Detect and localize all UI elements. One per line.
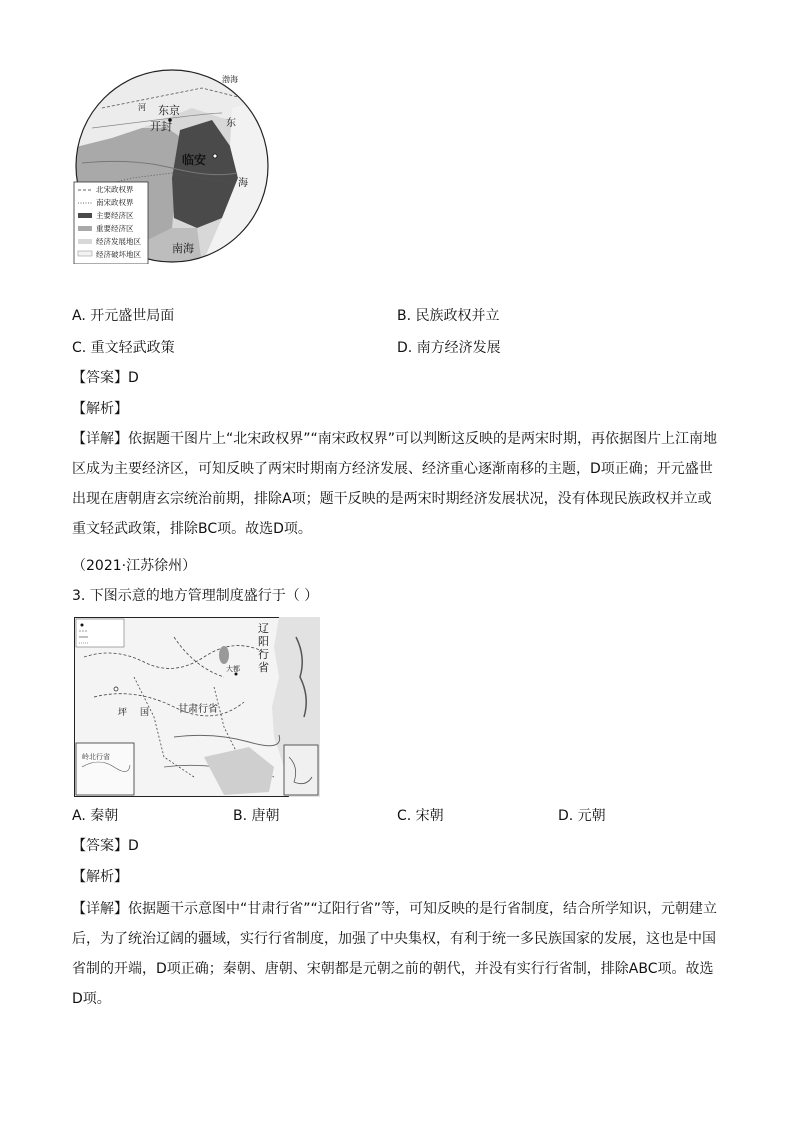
yuan-province-map — [74, 617, 320, 797]
q3-option-b[interactable]: B. 唐朝 — [233, 808, 280, 824]
q3-detail: 【详解】依据题干示意图中“甘肃行省”“辽阳行省”等，可知反映的是行省制度，结合所学知识，元朝建立后，为了统治辽阔的疆域，实行行省制度，加强了中央集权，有利于统一多民族国家的发展，这也是中国省制的开端，D项正确；秦朝、唐朝、宋朝都是元朝之前的朝代，并没有实行行省制，排除ABC项。故选D项。 — [72, 901, 718, 1007]
q2-option-a[interactable]: A. 开元盛世局面 — [72, 308, 175, 324]
q2-option-d[interactable]: D. 南方经济发展 — [397, 340, 501, 356]
map2-legend — [76, 619, 124, 647]
label-bohai: 渤海 — [222, 75, 238, 84]
label-lingbei: 岭北行省 — [82, 753, 110, 761]
label-guo: 国 — [140, 708, 150, 718]
q2-answer: 【答案】D — [72, 370, 139, 386]
q3-question: 3. 下图示意的地方管理制度盛行于（ ） — [72, 588, 319, 604]
liaoyang-vertical-label: 辽阳行省 — [258, 622, 269, 674]
q2-option-b[interactable]: B. 民族政权并立 — [397, 308, 500, 324]
q2-option-c[interactable]: C. 重文轻武政策 — [72, 340, 175, 356]
q2-analysis-label: 【解析】 — [72, 401, 128, 417]
svg-text:重要经济区: 重要经济区 — [96, 224, 134, 233]
svg-text:北宋政权界: 北宋政权界 — [96, 185, 134, 194]
label-nanhai: 南海 — [172, 242, 194, 255]
label-hai: 海 — [238, 178, 248, 189]
q3-option-d[interactable]: D. 元朝 — [558, 808, 606, 824]
map-legend — [74, 182, 148, 264]
q3-source: （2021·江苏徐州） — [72, 558, 197, 574]
label-gansu: 甘肃行省 — [178, 704, 218, 715]
label-kaifeng: 开封 — [150, 120, 172, 133]
q2-detail: 【详解】依据题干图片上“北宋政权界”“南宋政权界”可以判断这反映的是两宋时期，再依据图片上江南地区成为主要经济区，可知反映了两宋时期南方经济发展、经济重心逐渐南移的主题，D项正确；开元盛世出现在唐朝唐玄宗统治前期，排除A项；题干反映的是两宋时期经济发展状况，没有体现民族政权并立或重文轻武政策，排除BC项。故选D项。 — [72, 431, 718, 537]
svg-text:经济破坏地区: 经济破坏地区 — [96, 250, 141, 259]
label-dadu: 大都 — [226, 665, 240, 673]
label-ping: 坪 — [118, 708, 128, 718]
svg-text:主要经济区: 主要经济区 — [96, 211, 134, 220]
label-dong: 东 — [226, 118, 236, 129]
label-dongjing: 东京 — [158, 104, 180, 117]
label-he: 河 — [138, 103, 146, 112]
label-lin-an: 临安 — [182, 153, 207, 167]
q3-option-a[interactable]: A. 秦朝 — [72, 808, 119, 824]
q3-option-c[interactable]: C. 宋朝 — [397, 808, 444, 824]
q3-analysis-label: 【解析】 — [72, 869, 128, 885]
song-economy-map — [72, 68, 272, 264]
svg-text:经济发展地区: 经济发展地区 — [96, 237, 141, 246]
q3-answer: 【答案】D — [72, 838, 139, 854]
svg-text:南宋政权界: 南宋政权界 — [96, 198, 134, 207]
